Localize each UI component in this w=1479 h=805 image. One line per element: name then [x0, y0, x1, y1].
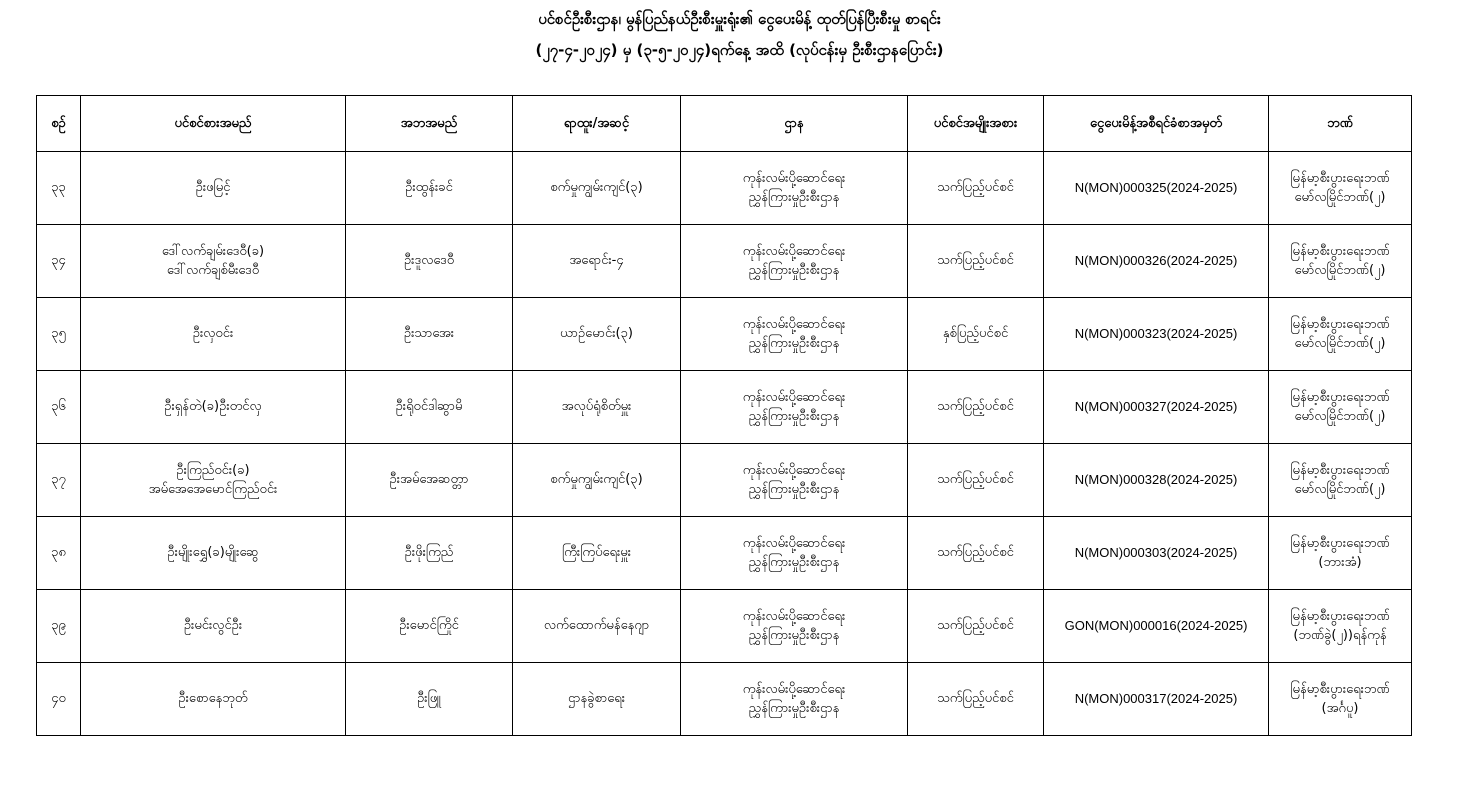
- department-line: ကုန်းလမ်းပို့ဆောင်ရေး: [742, 316, 846, 332]
- pension-type: သက်ပြည့်ပင်စင်: [908, 590, 1044, 663]
- department-line: ကုန်းလမ်းပို့ဆောင်ရေး: [742, 681, 846, 697]
- rank: စက်မှုကျွမ်းကျင်(၃): [513, 152, 681, 225]
- rank: ကြီးကြပ်ရေးမှူး: [513, 517, 681, 590]
- table-row: [37, 152, 1412, 225]
- table-row: [37, 590, 1412, 663]
- department-line: ညွှန်ကြားမှုဦးစီးဌာန: [748, 336, 840, 351]
- report-number: [1044, 663, 1269, 736]
- pensioner-name: [81, 225, 346, 298]
- table-row: [37, 225, 1412, 298]
- pensioner-name-line: ဦးမျိုးရွှေ(ခ)မျိုးဆွေ: [167, 545, 259, 561]
- table-row: [37, 298, 1412, 371]
- pensioner-name: [81, 298, 346, 371]
- pensioner-name: [81, 444, 346, 517]
- column-header-report-no: ငွေပေးမိန့်အစီရင်ခံစာအမှတ်: [1044, 96, 1269, 152]
- report-number-text: N(MON)000328(2024-2025): [1074, 471, 1238, 487]
- rank: အလုပ်ရုံစိတ်မှူး: [513, 371, 681, 444]
- row-number: ၃၈: [37, 517, 81, 590]
- father-name: ဦးဒူလဒေဝီ: [346, 225, 513, 298]
- father-name: ဦးထွန်းခင်: [346, 152, 513, 225]
- department-line: ကုန်းလမ်းပို့ဆောင်ရေး: [742, 462, 846, 478]
- report-number: [1044, 225, 1269, 298]
- column-header-bank: ဘဏ်: [1269, 96, 1412, 152]
- department-line: ညွှန်ကြားမှုဦးစီးဌာန: [748, 190, 840, 205]
- bank-line: (ဘားအံ): [1318, 555, 1362, 570]
- rank: ယာဉ်မောင်း(၃): [513, 298, 681, 371]
- report-number: [1044, 590, 1269, 663]
- department: [681, 152, 908, 225]
- column-header-father: အဘအမည်: [346, 96, 513, 152]
- pensioner-name-line: အမ်အေအေမောင်ကြည်ဝင်း: [148, 482, 278, 497]
- department: [681, 517, 908, 590]
- pensioner-name: [81, 517, 346, 590]
- document-subtitle: (၂၇-၄-၂၀၂၄) မှ (၃-၅-၂၀၂၄)ရက်နေ့ အထိ (လုပ်ငန်းမှ ဦးစီးဌာနပြောင်း): [535, 41, 944, 59]
- department-line: ကုန်းလမ်းပို့ဆောင်ရေး: [742, 535, 846, 551]
- row-number: ၃၃: [37, 152, 81, 225]
- bank: [1269, 298, 1412, 371]
- bank-line: မြန်မာ့စီးပွားရေးဘဏ်: [1290, 243, 1390, 259]
- department: [681, 590, 908, 663]
- pensioner-name-line: ဦးစောနေဘုတ်: [178, 691, 248, 707]
- department-line: ကုန်းလမ်းပို့ဆောင်ရေး: [742, 608, 846, 624]
- table-row: [37, 517, 1412, 590]
- rank: ဌာနခွဲစာရေး: [513, 663, 681, 736]
- report-number-text: N(MON)000323(2024-2025): [1074, 325, 1238, 341]
- rank: စက်မှုကျွမ်းကျင်(၃): [513, 444, 681, 517]
- pensioner-name: [81, 152, 346, 225]
- pensioner-name-line: ဒေါ်လက်ချမ်းဒေဝီ(ခ): [161, 243, 265, 259]
- bank-line: မြန်မာ့စီးပွားရေးဘဏ်: [1290, 681, 1390, 697]
- father-name: ဦးရိုဝင်ဒါဆွာမိ: [346, 371, 513, 444]
- father-name: ဦးအမ်အေဆတ္တာ: [346, 444, 513, 517]
- pension-table: [36, 95, 1412, 736]
- department: [681, 371, 908, 444]
- column-header-name: ပင်စင်စားအမည်: [81, 96, 346, 152]
- bank: [1269, 152, 1412, 225]
- pension-type: သက်ပြည့်ပင်စင်: [908, 444, 1044, 517]
- table-header-row: [37, 96, 1412, 152]
- report-number: [1044, 371, 1269, 444]
- department-line: ညွှန်ကြားမှုဦးစီးဌာန: [748, 628, 840, 643]
- table-row: [37, 663, 1412, 736]
- pensioner-name-line: ဦးရှန်တဲ(ခ)ဦးတင်လှ: [164, 399, 262, 415]
- bank-line: မော်လမြိုင်ဘဏ်(၂): [1294, 263, 1386, 278]
- department: [681, 225, 908, 298]
- bank: [1269, 663, 1412, 736]
- pensioner-name-line: ဒေါ်လက်ချစ်မီးဒေဝီ: [166, 263, 260, 278]
- pensioner-name-line: ဦးကြည်ဝင်း(ခ): [176, 462, 250, 478]
- pension-type: သက်ပြည့်ပင်စင်: [908, 152, 1044, 225]
- row-number: ၃၅: [37, 298, 81, 371]
- department-line: ညွှန်ကြားမှုဦးစီးဌာန: [748, 263, 840, 278]
- bank-line: မြန်မာ့စီးပွားရေးဘဏ်: [1290, 535, 1390, 551]
- bank-line: မော်လမြိုင်ဘဏ်(၂): [1294, 190, 1386, 205]
- row-number: ၃၇: [37, 444, 81, 517]
- column-header-department: ဌာန: [681, 96, 908, 152]
- bank-line: မြန်မာ့စီးပွားရေးဘဏ်: [1290, 316, 1390, 332]
- department: [681, 663, 908, 736]
- column-header-pension-type: ပင်စင်အမျိုးအစား: [908, 96, 1044, 152]
- department: [681, 298, 908, 371]
- department-line: ကုန်းလမ်းပို့ဆောင်ရေး: [742, 170, 846, 186]
- table-row: [37, 444, 1412, 517]
- department-line: ကုန်းလမ်းပို့ဆောင်ရေး: [742, 243, 846, 259]
- father-name: ဦးဖြူ: [346, 663, 513, 736]
- pensioner-name: [81, 371, 346, 444]
- bank: [1269, 371, 1412, 444]
- rank: လက်ထောက်မန်နေဂျာ: [513, 590, 681, 663]
- row-number: ၃၉: [37, 590, 81, 663]
- department-line: ညွှန်ကြားမှုဦးစီးဌာန: [748, 482, 840, 497]
- bank-line: (အင်္ဂပူ): [1321, 701, 1359, 716]
- pension-type: သက်ပြည့်ပင်စင်: [908, 663, 1044, 736]
- department-line: ညွှန်ကြားမှုဦးစီးဌာန: [748, 701, 840, 716]
- table-body: [37, 152, 1412, 736]
- pension-type: နှစ်ပြည့်ပင်စင်: [908, 298, 1044, 371]
- pensioner-name-line: ဦးလှဝင်း: [192, 326, 234, 342]
- report-number-text: GON(MON)000016(2024-2025): [1064, 617, 1248, 633]
- row-number: ၃၄: [37, 225, 81, 298]
- pensioner-name-line: ဦးဖမြင့်: [195, 180, 231, 196]
- report-number-text: N(MON)000325(2024-2025): [1074, 179, 1238, 195]
- department-line: ကုန်းလမ်းပို့ဆောင်ရေး: [742, 389, 846, 405]
- report-number: [1044, 517, 1269, 590]
- document-title: ပင်စင်ဦးစီးဌာန၊ မွန်ပြည်နယ်ဦးစီးမှူးရုံး၏ ငွေပေးမိန့် ထုတ်ပြန်ပြီးစီးမှု စာရင်း: [538, 10, 941, 28]
- bank-line: မြန်မာ့စီးပွားရေးဘဏ်: [1290, 389, 1390, 405]
- bank-line: မော်လမြိုင်ဘဏ်(၂): [1294, 482, 1386, 497]
- row-number: ၄၀: [37, 663, 81, 736]
- report-number-text: N(MON)000327(2024-2025): [1074, 398, 1238, 414]
- bank: [1269, 444, 1412, 517]
- department: [681, 444, 908, 517]
- report-number-text: N(MON)000326(2024-2025): [1074, 252, 1238, 268]
- pension-type: သက်ပြည့်ပင်စင်: [908, 517, 1044, 590]
- father-name: ဦးဖိုးကြည်: [346, 517, 513, 590]
- department-line: ညွှန်ကြားမှုဦးစီးဌာန: [748, 409, 840, 424]
- pension-type: သက်ပြည့်ပင်စင်: [908, 371, 1044, 444]
- father-name: ဦးသာအေး: [346, 298, 513, 371]
- report-number: [1044, 152, 1269, 225]
- bank-line: မြန်မာ့စီးပွားရေးဘဏ်: [1290, 170, 1390, 186]
- bank: [1269, 225, 1412, 298]
- pensioner-name: [81, 663, 346, 736]
- bank: [1269, 590, 1412, 663]
- row-number: ၃၆: [37, 371, 81, 444]
- pensioner-name-line: ဦးမင်းလွင်ဦး: [183, 618, 243, 634]
- bank-line: (ဘဏ်ခွဲ(၂))ရန်ကုန်: [1293, 628, 1387, 643]
- column-header-no: စဉ်: [37, 96, 81, 152]
- bank: [1269, 517, 1412, 590]
- table-row: [37, 371, 1412, 444]
- report-number-text: N(MON)000317(2024-2025): [1074, 690, 1238, 706]
- father-name: ဦးမောင်ကြိုင်: [346, 590, 513, 663]
- report-number-text: N(MON)000303(2024-2025): [1074, 544, 1238, 560]
- bank-line: မော်လမြိုင်ဘဏ်(၂): [1294, 409, 1386, 424]
- bank-line: မော်လမြိုင်ဘဏ်(၂): [1294, 336, 1386, 351]
- pensioner-name: [81, 590, 346, 663]
- bank-line: မြန်မာ့စီးပွားရေးဘဏ်: [1290, 608, 1390, 624]
- department-line: ညွှန်ကြားမှုဦးစီးဌာန: [748, 555, 840, 570]
- report-number: [1044, 444, 1269, 517]
- report-number: [1044, 298, 1269, 371]
- bank-line: မြန်မာ့စီးပွားရေးဘဏ်: [1290, 462, 1390, 478]
- column-header-rank: ရာထူး/အဆင့်: [513, 96, 681, 152]
- rank: အရောင်း-၄: [513, 225, 681, 298]
- pension-type: သက်ပြည့်ပင်စင်: [908, 225, 1044, 298]
